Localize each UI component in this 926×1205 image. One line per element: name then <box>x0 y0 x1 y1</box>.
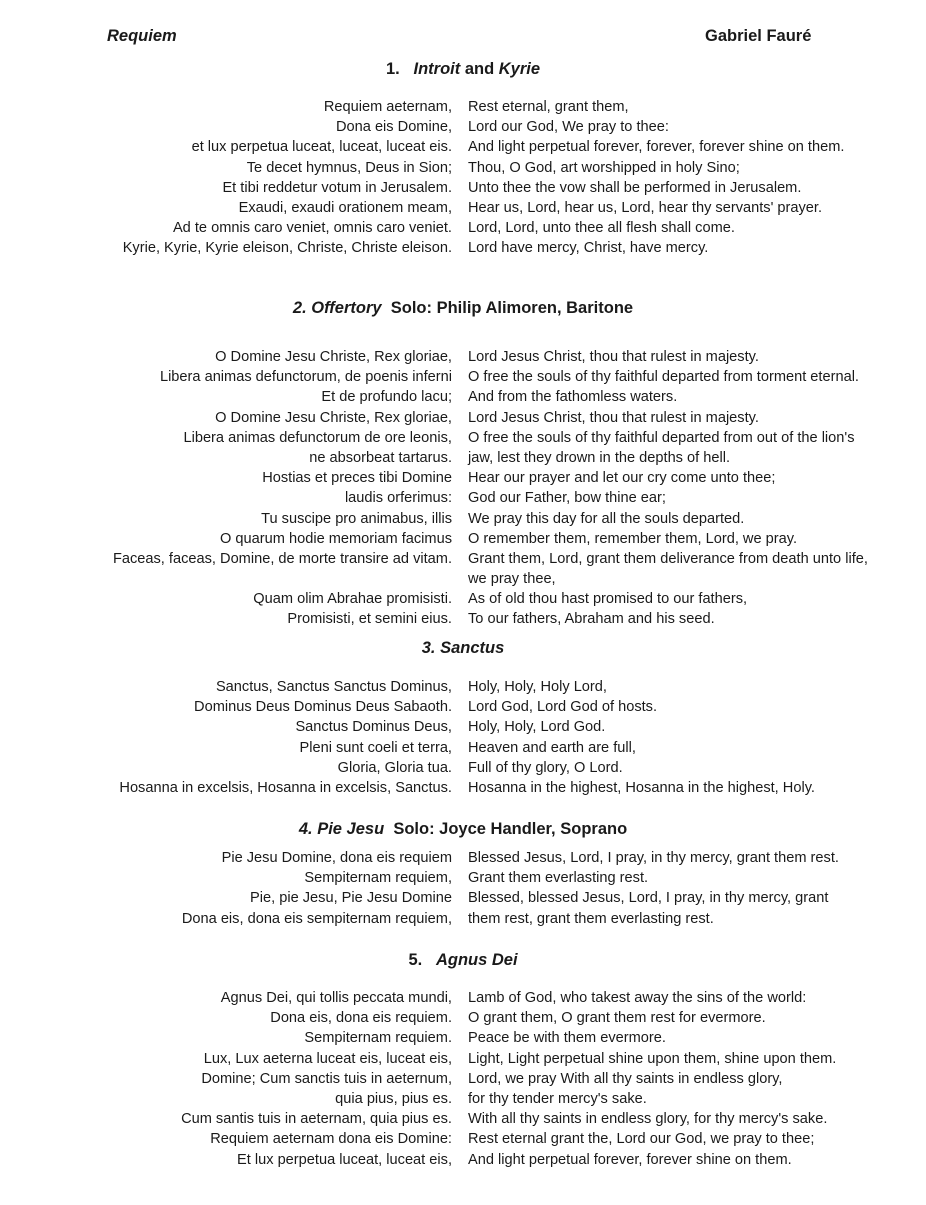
english-text: Hear our prayer and let our cry come unto thee; <box>468 470 776 487</box>
text-row <box>0 888 926 908</box>
latin-text: Dominus Deus Dominus Deus Sabaoth. <box>194 699 452 716</box>
section-title <box>0 949 926 971</box>
english-text: Lamb of God, who takest away the sins of the world: <box>468 990 807 1006</box>
text-row <box>0 367 926 387</box>
latin-text: et lux perpetua luceat, luceat, luceat eis. <box>191 139 452 156</box>
latin-text: Libera animas defunctorum, de poenis inferni <box>159 369 452 386</box>
section-pie-jesu <box>0 818 926 927</box>
section-title-part: Kyrie <box>498 60 541 78</box>
english-text: Lord Jesus Christ, thou that rulest in majesty. <box>468 409 759 426</box>
english-text: we pray thee, <box>468 571 556 588</box>
text-row <box>0 1109 926 1129</box>
text-row <box>0 1089 926 1109</box>
english-text: And from the fathomless waters. <box>468 389 678 406</box>
section-title-part: Introit <box>413 60 461 78</box>
english-text: Holy, Holy, Lord God. <box>468 719 606 736</box>
latin-text: Sanctus, Sanctus Sanctus Dominus, <box>215 679 452 695</box>
english-text: Lord Jesus Christ, thou that rulest in majesty. <box>468 349 759 365</box>
text-row <box>0 117 926 137</box>
section-number: 3. <box>421 639 436 657</box>
section-introit <box>0 58 926 257</box>
text-row <box>0 778 926 798</box>
english-text: Rest eternal, grant them, <box>468 99 629 115</box>
latin-text: Et de profundo lacu; <box>321 389 452 406</box>
text-row <box>0 509 926 529</box>
latin-text: Et lux perpetua luceat, luceat eis, <box>237 1151 452 1168</box>
text-row <box>0 1150 926 1170</box>
latin-text: Domine; Cum sanctis tuis in aeternum, <box>201 1070 452 1087</box>
latin-text: Pleni sunt coeli et terra, <box>299 739 452 756</box>
text-row <box>0 569 926 589</box>
latin-text: Pie Jesu Domine, dona eis requiem <box>221 850 452 866</box>
section-number: 4. <box>298 820 313 838</box>
latin-text: Te decet hymnus, Deus in Sion; <box>246 159 452 176</box>
english-text: Blessed, blessed Jesus, Lord, I pray, in thy mercy, grant <box>468 890 829 907</box>
english-text: And light perpetual forever, forever, forever shine on them. <box>468 139 845 156</box>
section-title-part: Offertory <box>311 299 382 317</box>
text-row <box>0 97 926 117</box>
latin-text: Requiem aeternam, <box>323 99 452 115</box>
text-row <box>0 868 926 888</box>
latin-text: Tu suscipe pro animabus, illis <box>261 510 452 527</box>
section-sanctus <box>0 637 926 796</box>
latin-text: Dona eis, dona eis sempiternam requiem, <box>181 910 452 927</box>
text-row <box>0 609 926 629</box>
english-text: Lord our God, We pray to thee: <box>468 119 669 136</box>
section-number: 1. <box>385 60 400 78</box>
english-text: Holy, Holy, Holy Lord, <box>468 679 607 695</box>
latin-text: Libera animas defunctorum de ore leonis, <box>183 429 452 446</box>
english-text: Grant them everlasting rest. <box>468 870 649 887</box>
latin-text: Sempiternam requiem. <box>304 1030 452 1047</box>
english-text: Grant them, Lord, grant them deliverance from death unto life, <box>468 550 868 567</box>
latin-text: Kyrie, Kyrie, Kyrie eleison, Christe, Christe eleison. <box>122 240 452 257</box>
text-row <box>0 758 926 778</box>
text-rows <box>0 347 926 630</box>
text-row <box>0 1049 926 1069</box>
english-text: Rest eternal grant the, Lord our God, we pray to thee; <box>468 1131 815 1148</box>
text-row <box>0 1008 926 1028</box>
section-number: 2. <box>292 299 307 317</box>
english-text: Full of thy glory, O Lord. <box>468 759 623 776</box>
latin-text: Promisisti, et semini eius. <box>287 611 452 628</box>
section-title <box>0 637 926 659</box>
text-row <box>0 178 926 198</box>
english-text: Peace be with them evermore. <box>468 1030 666 1047</box>
text-row <box>0 198 926 218</box>
english-text: To our fathers, Abraham and his seed. <box>468 611 715 628</box>
english-text: O grant them, O grant them rest for evermore. <box>468 1010 766 1027</box>
text-row <box>0 677 926 697</box>
text-row <box>0 589 926 609</box>
latin-text: Hosanna in excelsis, Hosanna in excelsis, Sanctus. <box>119 779 452 796</box>
text-row <box>0 468 926 488</box>
text-row <box>0 428 926 448</box>
text-row <box>0 909 926 929</box>
english-text: for thy tender mercy's sake. <box>468 1090 647 1107</box>
english-text: And light perpetual forever, forever shine on them. <box>468 1151 792 1168</box>
composer-name: Gabriel Fauré <box>705 27 812 45</box>
text-row <box>0 1069 926 1089</box>
english-text: Lord, Lord, unto thee all flesh shall come. <box>468 220 735 237</box>
latin-text: ne absorbeat tartarus. <box>309 449 452 466</box>
text-row <box>0 488 926 508</box>
latin-text: Ad te omnis caro veniet, omnis caro veniet. <box>172 220 452 237</box>
text-row <box>0 387 926 407</box>
section-agnus-dei <box>0 949 926 1168</box>
section-title-part: Agnus Dei <box>435 951 518 969</box>
soloist-credit: Solo: Joyce Handler, Soprano <box>393 820 628 838</box>
latin-text: Dona eis Domine, <box>336 119 452 136</box>
section-title-part: Sanctus <box>440 639 505 657</box>
text-rows <box>0 97 926 259</box>
text-row <box>0 137 926 157</box>
section-title-part: Pie Jesu <box>317 820 385 838</box>
latin-text: Et tibi reddetur votum in Jerusalem. <box>222 179 452 196</box>
text-row <box>0 529 926 549</box>
latin-text: Requiem aeternam dona eis Domine: <box>210 1131 452 1148</box>
latin-text: Faceas, faceas, Domine, de morte transire ad vitam. <box>112 550 452 567</box>
latin-text: O quarum hodie memoriam facimus <box>220 530 452 547</box>
latin-text: Sempiternam requiem, <box>304 870 452 887</box>
text-rows <box>0 848 926 929</box>
latin-text: Pie, pie Jesu, Pie Jesu Domine <box>250 890 452 907</box>
english-text: Lord God, Lord God of hosts. <box>468 699 658 716</box>
text-row <box>0 1028 926 1048</box>
english-text: As of old thou hast promised to our fathers, <box>468 591 748 608</box>
text-row <box>0 408 926 428</box>
section-offertory <box>0 297 926 628</box>
text-row <box>0 347 926 367</box>
english-text: them rest, grant them everlasting rest. <box>468 910 714 927</box>
section-title <box>0 58 926 80</box>
section-title <box>0 818 926 840</box>
english-text: Hear us, Lord, hear us, Lord, hear thy servants' prayer. <box>468 199 823 216</box>
english-text: We pray this day for all the souls departed. <box>468 510 745 527</box>
english-text: Lord have mercy, Christ, have mercy. <box>468 240 709 257</box>
text-row <box>0 988 926 1008</box>
english-text: Thou, O God, art worshipped in holy Sino; <box>468 159 740 176</box>
text-row <box>0 738 926 758</box>
text-row <box>0 697 926 717</box>
text-row <box>0 238 926 258</box>
latin-text: O Domine Jesu Christe, Rex gloriae, <box>215 409 452 426</box>
text-row <box>0 158 926 178</box>
latin-text: Gloria, Gloria tua. <box>337 759 452 776</box>
text-row <box>0 848 926 868</box>
latin-text: laudis orferimus: <box>344 490 452 507</box>
latin-text: quia pius, pius es. <box>335 1090 452 1107</box>
section-title <box>0 297 926 319</box>
text-row <box>0 448 926 468</box>
latin-text: Sanctus Dominus Deus, <box>295 719 452 736</box>
latin-text: Lux, Lux aeterna luceat eis, luceat eis, <box>203 1050 452 1067</box>
english-text: O free the souls of thy faithful departed from torment eternal. <box>468 369 859 386</box>
text-row <box>0 549 926 569</box>
english-text: Lord, we pray With all thy saints in endless glory, <box>468 1070 783 1087</box>
section-number: 5. <box>408 951 423 969</box>
latin-text: O Domine Jesu Christe, Rex gloriae, <box>215 349 452 365</box>
english-text: Hosanna in the highest, Hosanna in the highest, Holy. <box>468 779 815 796</box>
latin-text: Hostias et preces tibi Domine <box>262 470 452 487</box>
latin-text: Cum santis tuis in aeternam, quia pius es. <box>181 1111 452 1128</box>
english-text: O free the souls of thy faithful departed from out of the lion's <box>468 429 855 446</box>
english-text: Light, Light perpetual shine upon them, shine upon them. <box>468 1050 837 1067</box>
document-title: Requiem <box>107 27 177 45</box>
latin-text: Agnus Dei, qui tollis peccata mundi, <box>220 990 452 1006</box>
text-row <box>0 717 926 737</box>
text-row <box>0 218 926 238</box>
text-row <box>0 1129 926 1149</box>
english-text: Blessed Jesus, Lord, I pray, in thy mercy, grant them rest. <box>468 850 839 866</box>
english-text: O remember them, remember them, Lord, we pray. <box>468 530 798 547</box>
latin-text: Dona eis, dona eis requiem. <box>270 1010 452 1027</box>
text-rows <box>0 988 926 1170</box>
english-text: jaw, lest they drown in the depths of hell. <box>468 449 731 466</box>
section-title-joiner: and <box>464 60 495 78</box>
english-text: God our Father, bow thine ear; <box>468 490 666 507</box>
soloist-credit: Solo: Philip Alimoren, Baritone <box>390 299 634 317</box>
latin-text: Exaudi, exaudi orationem meam, <box>238 199 452 216</box>
english-text: Heaven and earth are full, <box>468 739 636 756</box>
latin-text: Quam olim Abrahae promisisti. <box>253 591 452 608</box>
english-text: Unto thee the vow shall be performed in Jerusalem. <box>468 179 802 196</box>
text-rows <box>0 677 926 798</box>
english-text: With all thy saints in endless glory, for thy mercy's sake. <box>468 1111 828 1128</box>
